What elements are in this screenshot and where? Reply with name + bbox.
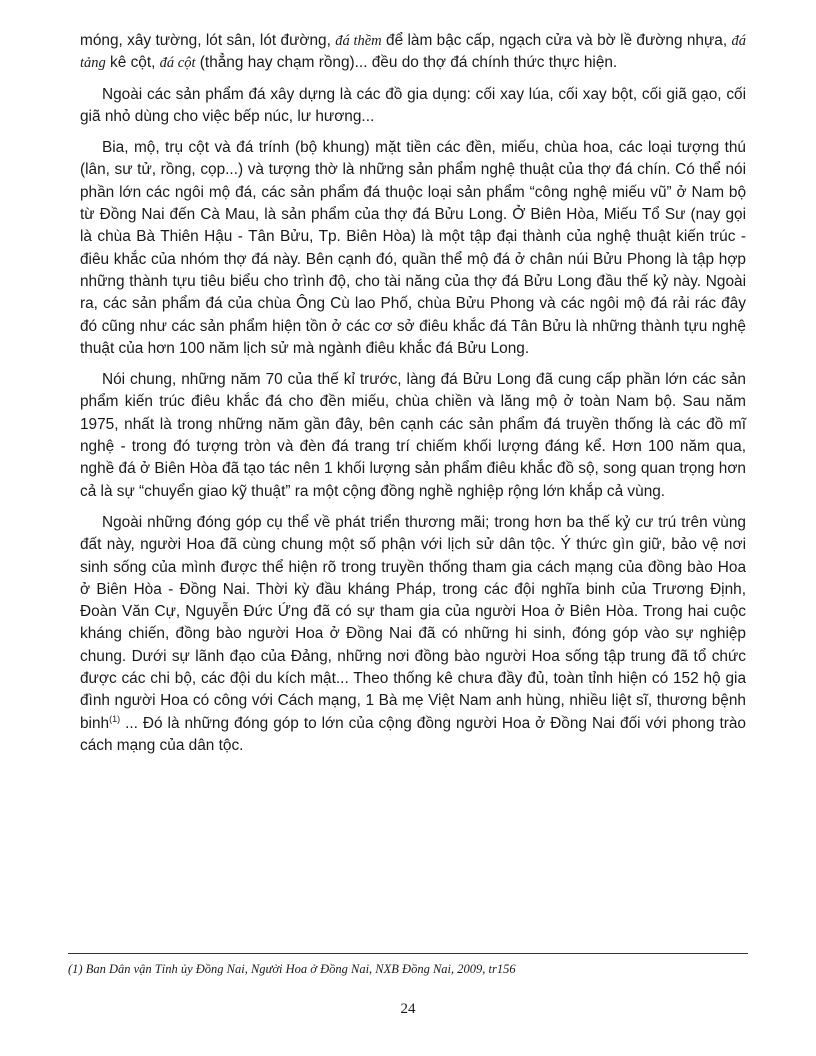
footnote-marker: (1) — [109, 713, 121, 724]
page-body — [80, 30, 746, 766]
term-da-cot: đá cột — [159, 55, 196, 72]
page-number: 24 — [400, 1001, 416, 1017]
term-da-them: đá thềm — [335, 33, 382, 49]
paragraph-household-goods: Ngoài các sản phẩm đá xây dựng là các đồ gia dụng: cối xay lúa, cối xay bột, cối giã gạo, cối giã nhỏ dùng cho việc bếp núc, lư hương... — [80, 85, 746, 125]
footnote: (1) Ban Dân vận Tỉnh ủy Đồng Nai, Người Hoa ở Đồng Nai, NXB Đồng Nai, 2009, tr156 — [68, 962, 516, 976]
text-run: móng, xây tường, lót sân, lót đường, — [80, 32, 336, 49]
text-run: ... Đó là những đóng góp to lớn của cộng đồng người Hoa ở Đồng Nai đối với phong trào cách mạng của dân tộc. — [80, 714, 746, 754]
text-run: Ngoài những đóng góp cụ thể về phát triển thương mãi; trong hơn ba thế kỷ cư trú trên vùng đất này, người Hoa đã cùng chung một số phận với lịch sử dân tộc. Ý thức gìn giữ, bảo vệ nơi sinh sống của mình được thể hiện rõ trong truyền thống tham gia cách mạng của đồng bào Hoa ở Biên Hòa - Đồng Nai. Thời kỳ đầu kháng Pháp, trong các đội nghĩa binh của Trương Định, Đoàn Văn Cự, Nguyễn Đức Ứng đã có sự tham gia của người Hoa ở Biên Hòa. Trong hai cuộc kháng chiến, đồng bào người Hoa ở Đồng Nai đã có những hi sinh, đóng góp vào sự nghiệp chung. Dưới sự lãnh đạo của Đảng, những nơi đồng bào người Hoa sống tập trung đã tổ chức được các chi bộ, các đội du kích mật... Theo thống kê chưa đầy đủ, toàn tỉnh hiện có 152 hộ gia đình người Hoa có công với Cách mạng, 1 Bà mẹ Việt Nam anh hùng, nhiều liệt sĩ, thương bệnh binh — [80, 513, 746, 732]
paragraph-buu-long-village: Nói chung, những năm 70 của thế kỉ trước, làng đá Bửu Long đã cung cấp phần lớn các sản phẩm kiến trúc điêu khắc đá cho đền miếu, chùa chiền và lăng mộ ở toàn Nam bộ. Sau năm 1975, nhất là trong những năm gần đây, bên cạnh các sản phẩm đá truyền thống là các đồ mĩ nghệ - trong đó tượng tròn và đèn đá trang trí chiếm khối lượng đáng kể. Hơn 100 năm qua, nghề đá ở Biên Hòa đã tạo tác nên 1 khối lượng sản phẩm điêu khắc đồ sộ, song quan trọng hơn cả là sự “chuyển giao kỹ thuật” ra một cộng đồng nghề nghiệp rộng lớn khắp cả vùng. — [80, 371, 746, 500]
text-run: kê cột, — [105, 54, 160, 72]
text-run: (thẳng hay chạm rồng)... đều do thợ đá chính thức thực hiện. — [195, 54, 618, 72]
paragraph-hoa-revolution — [80, 512, 746, 757]
text-run: để làm bậc cấp, ngạch cửa và bờ lề đường nhựa, — [381, 32, 732, 49]
paragraph-artistic-products: Bia, mộ, trụ cột và đá trính (bộ khung) mặt tiền các đền, miếu, chùa hoa, các loại tượng thú (lân, sư tử, rồng, cọp...) và tượng thờ là những sản phẩm nghệ thuật của thợ đá chín. Có thể nói phần lớn các ngôi mộ đá, các sản phẩm đá thuộc loại sản phẩm “công nghệ miếu vũ” ở Nam bộ từ Đồng Nai đến Cà Mau, là sản phẩm của thợ đá Bửu Long. Ở Biên Hòa, Miếu Tổ Sư (nay gọi là chùa Bà Thiên Hậu - Tân Bửu, Tp. Biên Hòa) là một tập đại thành của nghệ thuật kiến trúc - điêu khắc của nhóm thợ đá này. Bên cạnh đó, quần thể mộ đá ở chân núi Bửu Phong là tập hợp những thành tựu tiêu biểu cho trình độ, cho tài năng của thợ đá Bửu Long đầu thế kỷ này. Ngoài ra, các sản phẩm đá của chùa Ông Cù lao Phố, chùa Bửu Phong và các ngôi mộ đá rải rác đây đó cũng như các sản phẩm hiện tồn ở các cơ sở điêu khắc đá Tân Bửu là những thành tựu nghệ thuật của hơn 100 năm lịch sử mà ngành điêu khắc đá Bửu Long. — [80, 139, 746, 357]
paragraph-construction-stone — [80, 30, 746, 75]
term-da-tang: đá tảng — [80, 33, 746, 72]
footnote-divider — [68, 953, 748, 954]
